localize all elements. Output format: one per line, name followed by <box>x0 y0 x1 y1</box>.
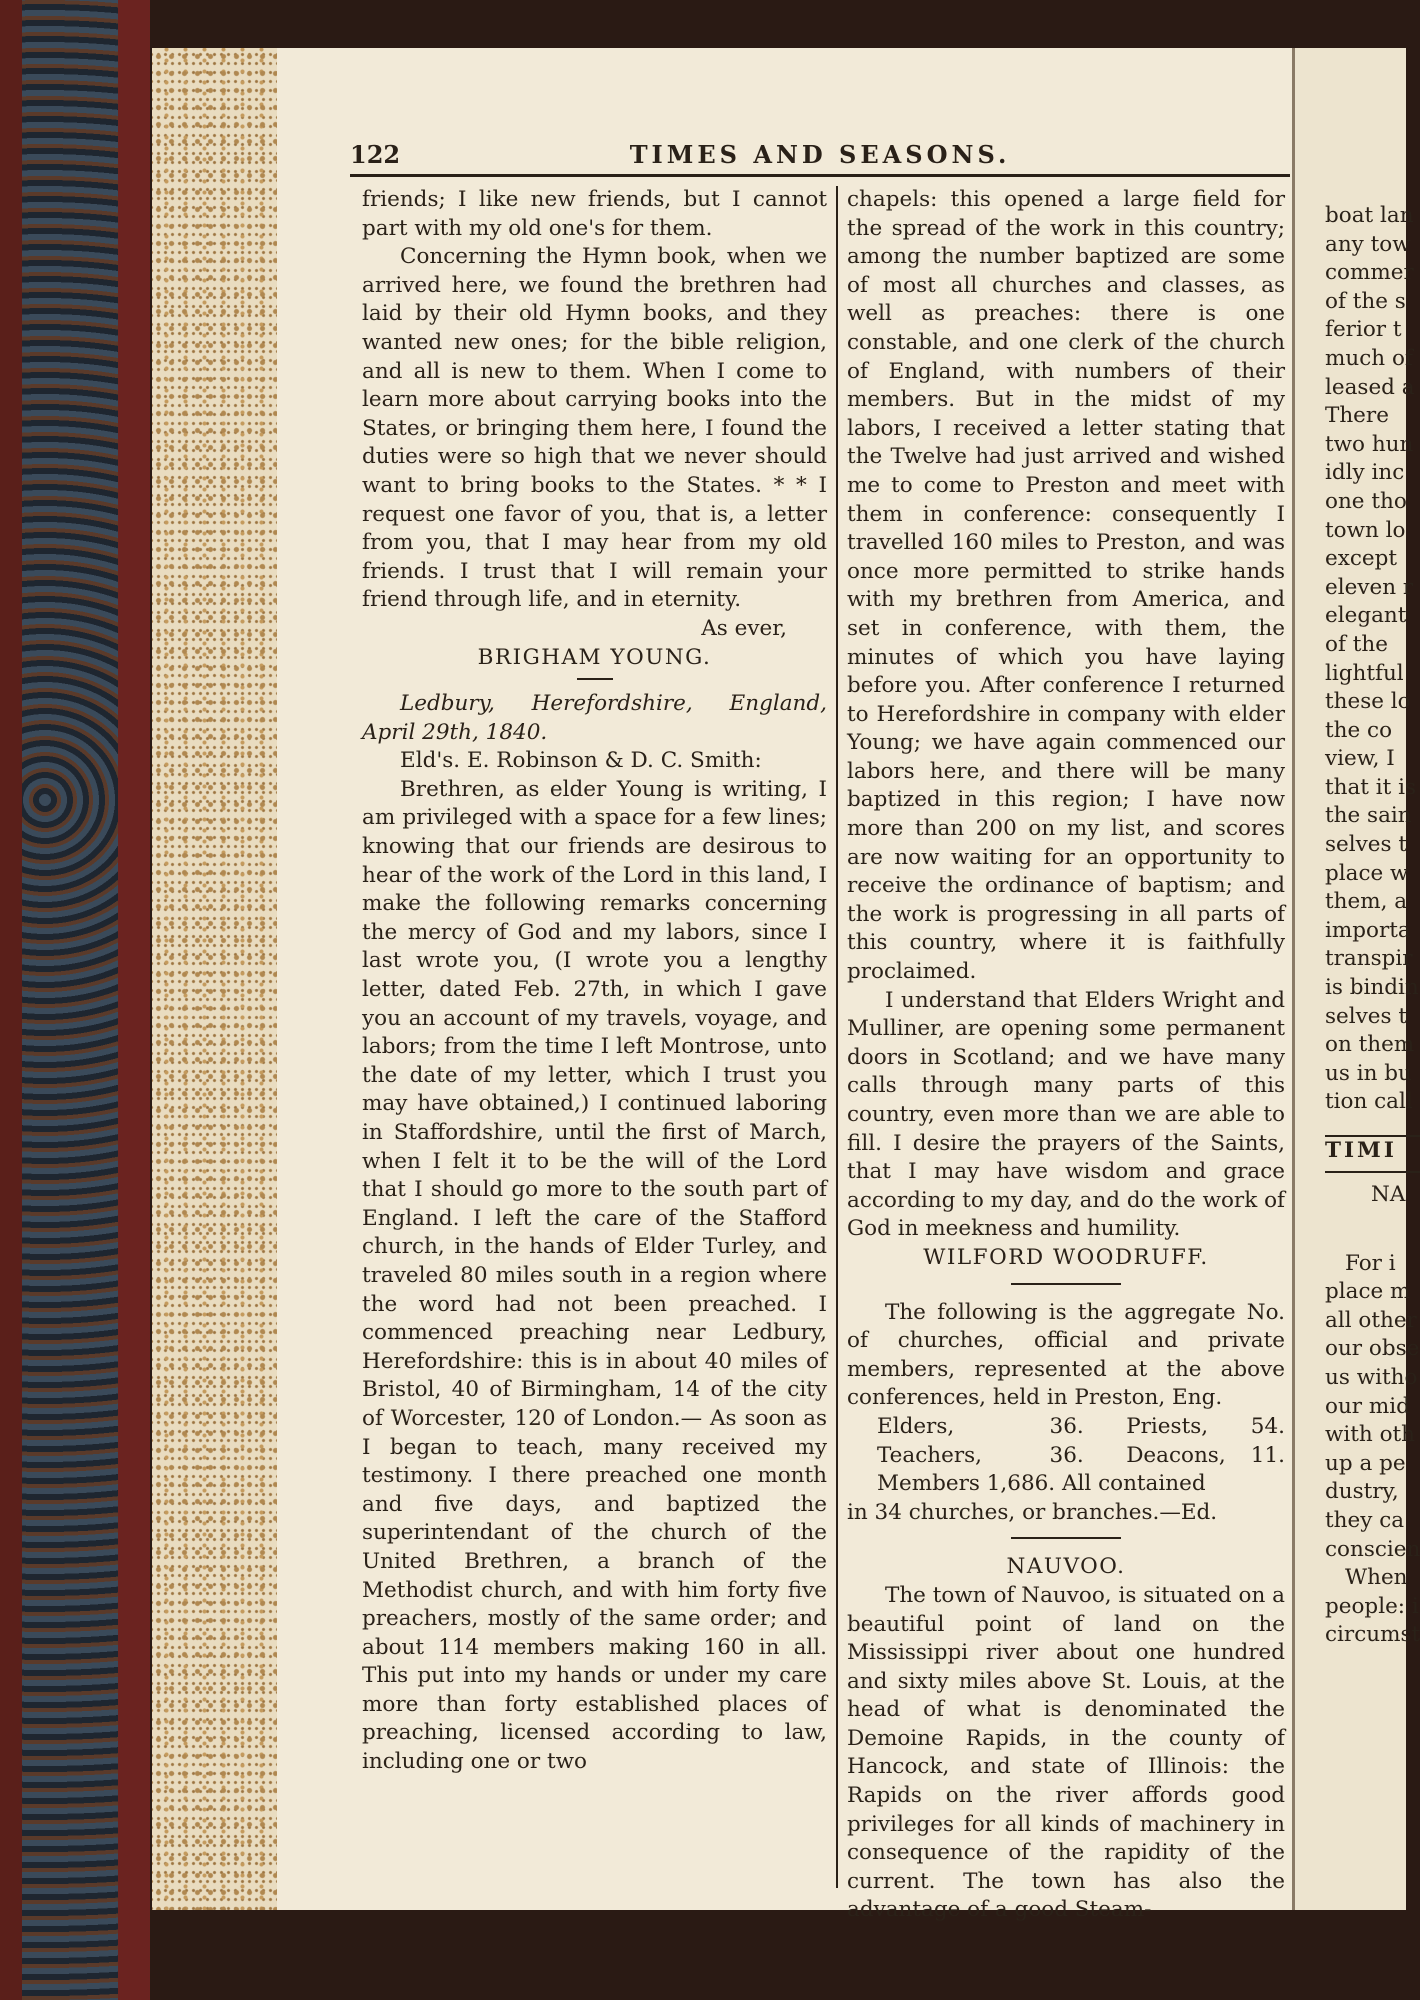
text-column-left <box>362 186 827 1777</box>
divider <box>1011 1283 1121 1285</box>
adjacent-page-title: TIMI <box>1325 1135 1420 1173</box>
paragraph: Concerning the Hymn book, when we arrived here, we found the brethren had laid by their old Hymn books, and they wanted new ones; for the bible religion, and all is new to them. When I come to learn more about carrying books into the States, or bringing them here, I found the duties were so high that we never should want to bring books to the States. * * I request one favor of you, that is, a letter from you, that I may hear from my old friends. I trust that I will remain your friend through life, and in eternity. <box>362 244 827 613</box>
paragraph: friends; I like new friends, but I cannot part with my old one's for them. <box>362 187 827 241</box>
stats-row: Teachers, 36. Deacons, 11. <box>877 1442 1285 1468</box>
closing: As ever, <box>701 615 787 641</box>
paragraph: chapels: this opened a large field for the spread of the work in this country; among the number baptized are some of most all churches and classes, as well as preaches: there is one constable, and one clerk of the church of England, with numbers of their members. But in the midst of my labors, I received a letter stating that the Twelve had just arrived and wished me to come to Preston and meet with them in conference: consequently I travelled 160 miles to Preston, and was once more permitted to strike hands with my brethren from America, and set in conference, with them, the minutes of which you have laying before you. After conference I returned to Herefordshire in company with elder Young; we have again commenced our labors here, and there will be many baptized in this region; I have now more than 200 on my list, and scores are now waiting for an opportunity to receive the ordinance of baptism; and the work is progressing in all parts of this country, where it is faithfully proclaimed. <box>847 187 1285 985</box>
divider <box>577 678 613 680</box>
page-header <box>350 140 1290 177</box>
divider <box>1011 1537 1121 1539</box>
cover-spine <box>118 0 150 2000</box>
signature: WILFORD WOODRUFF. <box>923 1244 1209 1270</box>
cover-edge <box>0 0 22 2000</box>
column-divider <box>836 186 839 1888</box>
adjacent-page <box>1292 48 1420 1910</box>
dateline: Ledbury, Herefordshire, England, April 29th, 1840. <box>362 691 827 745</box>
paragraph: The town of Nauvoo, is situated on a beautiful point of land on the Mississippi river about one hundred and sixty miles above St. Louis, at the head of what is denominated the Demoine Rapids, in the county of Hancock, and state of Illinois: the Rapids on the river affords good privileges for all kinds of machinery in consequence of the rapidity of the current. The town has also the advantage of a good Steam- <box>847 1582 1285 1923</box>
stats-row: Elders, 36. Priests, 54. <box>877 1413 1285 1439</box>
section-title: NAUVOO. <box>1006 1554 1126 1580</box>
signature: BRIGHAM YOUNG. <box>477 644 712 670</box>
book-cover-left <box>0 0 150 2000</box>
salutation: Eld's. E. Robinson & D. C. Smith: <box>400 748 762 774</box>
stats-total: Members 1,686. All contained <box>877 1471 1206 1497</box>
running-title: TIMES AND SEASONS. <box>629 140 1011 169</box>
paragraph: I understand that Elders Wright and Mulliner, are opening some permanent doors in Scotland; and we have many calls through many parts of this country, even more than we are able to fill. I desire the prayers of the Saints, that I may have wisdom and grace according to my day, and do the work of God in meekness and humility. <box>847 987 1285 1242</box>
paragraph: The following is the aggregate No. of churches, official and private members, represented at the above conferences, held in Preston, Eng. <box>847 1299 1285 1411</box>
page-stack-edge <box>152 48 277 1910</box>
adjacent-page-text: boat lan any tow commer of the s ferior t much of leased a There two hun idly inc one tho town lo except eleven r elegant of the lightful these lo the co view, I that it is the sain selves t place w them, a importa transpir is bindin selves t on them us in bu tion call TIMI NA For i place m all other our obse us witho our mid with oth up a pe dustry, they ca conscien When people: i circumst <box>1325 203 1420 1648</box>
stats-note: in 34 churches, or branches.—Ed. <box>847 1499 1218 1525</box>
paragraph: Brethren, as elder Young is writing, I am privileged with a space for a few lines; knowing that our friends are desirous to hear of the work of the Lord in this land, I make the following remarks concerning the mercy of God and my labors, since I last wrote you, (I wrote you a lengthy letter, dated Feb. 27th, in which I gave you an account of my travels, voyage, and labors; from the time I left Montrose, unto the date of my letter, which I trust you may have obtained,) I continued laboring in Staffordshire, until the first of March, when I felt it to be the will of the Lord that I should go more to the south part of England. I left the care of the Stafford church, in the hands of Elder Turley, and traveled 80 miles south in a region where the word had not been preached. I commenced preaching near Ledbury, Herefordshire: this is in about 40 miles of Bristol, 40 of Birmingham, 14 of the city of Worcester, 120 of London.— As soon as I began to teach, many received my testimony. I there preached one month and five days, and baptized the superintendant of the church of the United Brethren, a branch of the Methodist church, and with him forty five preachers, mostly of the same order; and about 114 members making 160 in all. This put into my hands or under my care more than forty established places of preaching, licensed according to law, including one or two <box>362 776 827 1775</box>
text-column-right <box>847 186 1285 1925</box>
page-number: 122 <box>350 140 401 169</box>
